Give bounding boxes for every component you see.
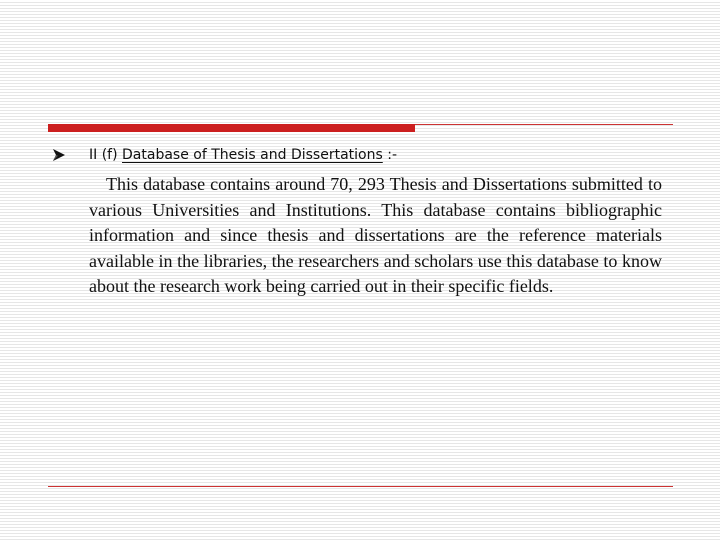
top-accent-bar [48, 124, 415, 132]
heading-prefix: II (f) [89, 147, 118, 163]
heading-suffix: :- [382, 147, 397, 163]
heading-title: Database of Thesis and Dissertations [122, 147, 383, 163]
bottom-divider-line [48, 486, 673, 487]
arrow-bullet-icon [50, 145, 68, 165]
section-heading [89, 145, 397, 165]
body-paragraph: This database contains around 70, 293 Thesis and Dissertations submitted to various Universities and Institutions. This database contains bibliographic information and since thesis and dissertations are the reference materials available in the libraries, the researchers and scholars use this database to know about the research work being carried out in their specific fields. [89, 174, 662, 296]
top-divider-line [415, 124, 673, 125]
